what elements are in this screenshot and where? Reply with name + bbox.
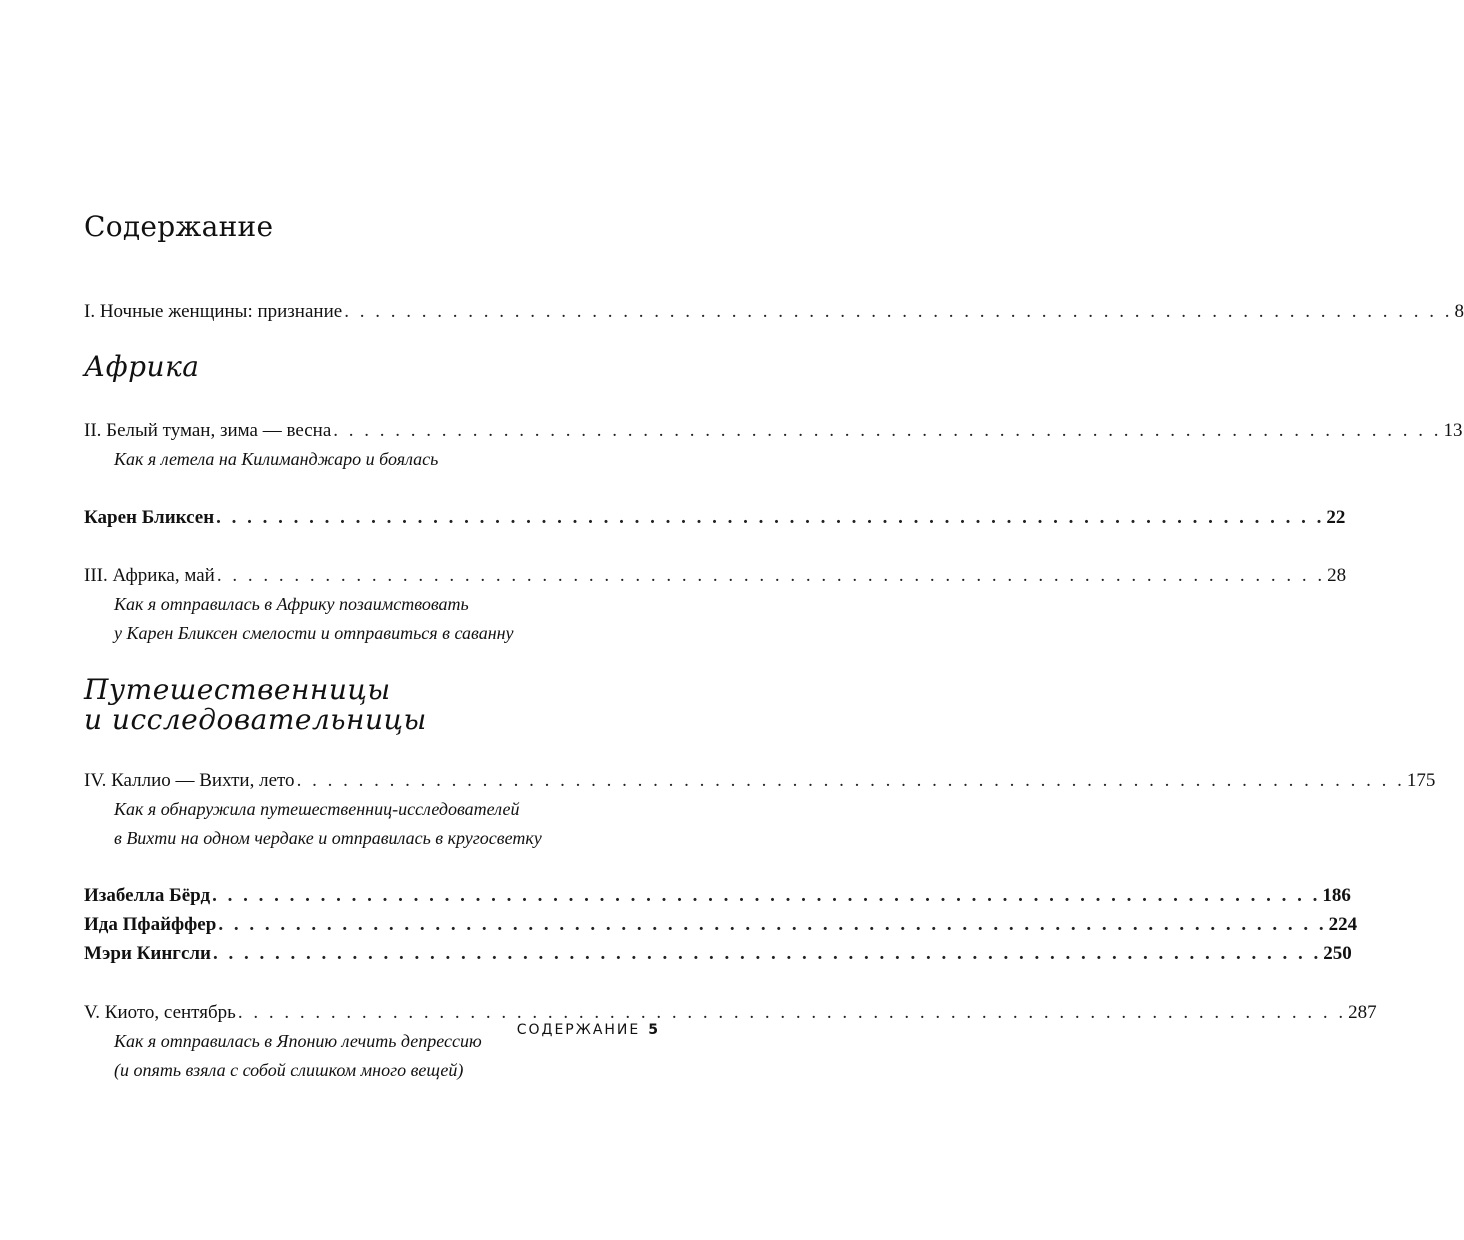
dot-leader: . . . . . . . . . . . . . . . . . . . . . . . . . . . . . . . . . . . . . . . . . . . . . . . . . . . . . . . . . . . . . . . . . . . . . . . . [212,885,1321,906]
toc-line [84,503,1346,532]
page-number: 13 [1443,420,1463,441]
toc-entry-1 [84,297,1464,326]
page-number: 22 [1326,507,1346,528]
entry-subtitle: Как я обнаружила путешественниц-исследователей [114,799,520,819]
entry-subtitle: Как я отправилась в Африку позаимствовать [114,594,469,614]
section-heading-line: и исследовательницы [84,703,427,736]
entry-subtitle: Как я летела на Килиманджаро и боялась [114,449,439,469]
page-number: 28 [1327,565,1347,586]
toc-entry-3 [84,503,1346,532]
dot-leader: . . . . . . . . . . . . . . . . . . . . . . . . . . . . . . . . . . . . . . . . . . . . . . . . . . . . . . . . . . . . . . . . . . . . . . . . [237,1002,1347,1023]
section-heading-line: Африка [84,350,200,383]
dot-leader: . . . . . . . . . . . . . . . . . . . . . . . . . . . . . . . . . . . . . . . . . . . . . . . . . . . . . . . . . . . . . . . . . . . . . . . . [333,420,1442,441]
toc-line [84,910,1358,939]
dot-leader: . . . . . . . . . . . . . . . . . . . . . . . . . . . . . . . . . . . . . . . . . . . . . . . . . . . . . . . . . . . . . . . . . . . . . . . . [216,565,1326,586]
entry-subtitle: Как я отправилась в Японию лечить депрессию [114,1031,482,1051]
page-number: 250 [1323,943,1352,964]
entry-label: Карен Бликсен [84,507,215,528]
entry-subtitle: у Карен Бликсен смелости и отправиться в саванну [114,623,514,643]
toc-line [84,939,1352,968]
section-heading-line: Путешественницы [84,673,391,706]
section-heading-africa [84,352,200,382]
entry-label: V. Киото, сентябрь [84,1002,236,1023]
entry-label: II. Белый туман, зима — весна [84,420,332,441]
page-number: 287 [1348,1002,1377,1023]
toc-entry-5 [84,766,1436,853]
dot-leader: . . . . . . . . . . . . . . . . . . . . . . . . . . . . . . . . . . . . . . . . . . . . . . . . . . . . . . . . . . . . . . . . . . . . . . . . [344,301,1453,322]
page-title: Содержание [84,210,274,243]
toc-line [84,297,1464,326]
section-heading-travelers [84,675,427,735]
dot-leader: . . . . . . . . . . . . . . . . . . . . . . . . . . . . . . . . . . . . . . . . . . . . . . . . . . . . . . . . . . . . . . . . . . . . . . . . [218,914,1327,935]
page-number: 8 [1454,301,1464,322]
dot-leader: . . . . . . . . . . . . . . . . . . . . . . . . . . . . . . . . . . . . . . . . . . . . . . . . . . . . . . . . . . . . . . . . . . . . . . . . [212,943,1322,964]
entry-label: I. Ночные женщины: признание [84,301,343,322]
dot-leader: . . . . . . . . . . . . . . . . . . . . . . . . . . . . . . . . . . . . . . . . . . . . . . . . . . . . . . . . . . . . . . . . . . . . . . . . [216,507,1325,528]
page-number: 186 [1322,885,1351,906]
entry-label: III. Африка, май [84,565,215,586]
toc-entry-9 [84,998,1377,1085]
footer-page-number: 5 [648,1022,658,1038]
page-number: 175 [1406,770,1436,791]
entry-label: Ида Пфайффер [84,914,217,935]
toc-entry-6 [84,881,1358,968]
entry-subtitle: в Вихти на одном чердаке и отправилась в кругосветку [114,828,542,848]
running-footer [517,1022,658,1038]
toc-line [84,766,1436,795]
toc-entry-4 [84,561,1347,648]
entry-label: Изабелла Бёрд [84,885,211,906]
dot-leader: . . . . . . . . . . . . . . . . . . . . . . . . . . . . . . . . . . . . . . . . . . . . . . . . . . . . . . . . . . . . . . . . . . . . . . . . [296,770,1405,791]
page-number: 224 [1328,914,1358,935]
entry-label: Мэри Кингсли [84,943,211,964]
toc-entry-2 [84,416,1463,474]
toc-line [84,881,1351,910]
entry-label: IV. Каллио — Вихти, лето [84,770,295,791]
entry-subtitle: (и опять взяла с собой слишком много вещей) [114,1060,464,1080]
toc-line [84,561,1347,590]
toc-line [84,416,1463,445]
footer-label: СОДЕРЖАНИЕ [516,1022,641,1038]
